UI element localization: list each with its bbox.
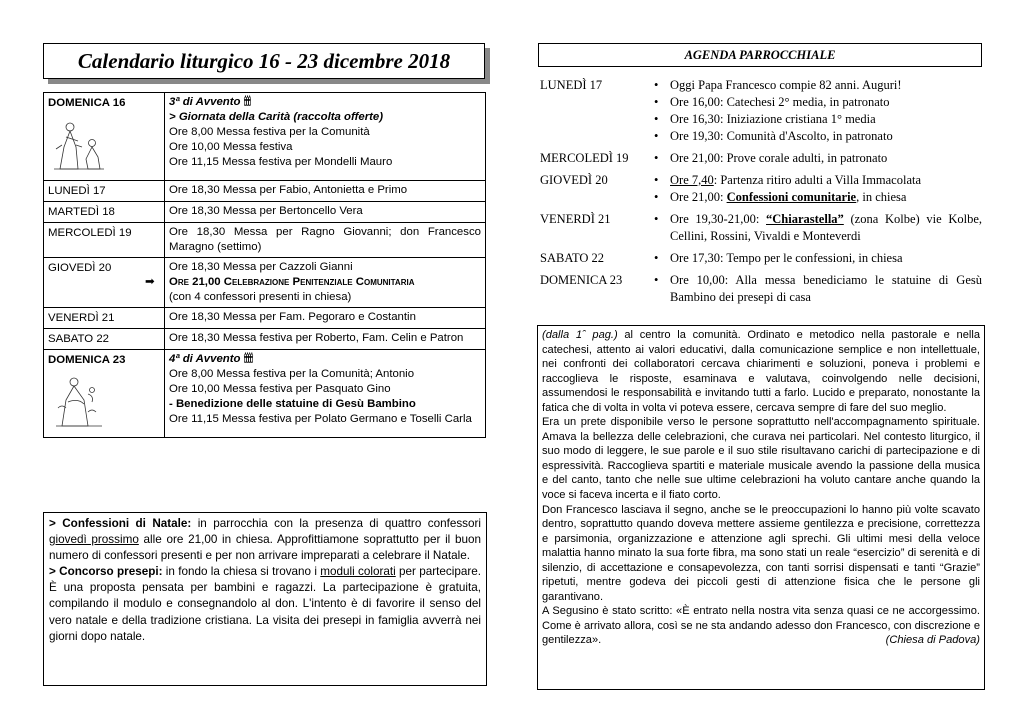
agenda-items (652, 211, 982, 245)
agenda-row (540, 172, 982, 206)
agenda-list (540, 77, 982, 311)
agenda-heading (538, 43, 982, 67)
illustration-nativity-icon (48, 372, 108, 430)
day-cell: LUNEDÌ 17 (44, 181, 165, 202)
agenda-items (652, 250, 982, 267)
calendar-title (43, 43, 485, 79)
agenda-items (652, 77, 982, 145)
calendar-title-text: Calendario liturgico 16 - 23 dicembre 2018 (77, 48, 451, 73)
obituary-paragraph: (dalla 1ˆ pag.) al centro la comunità. Ordinato e metodico nella pastorale e nella catechesi, attento ai valori educativi, dalla comunicazione semplice e non intellettuale, nei confronti dei collaboratori cercava chiarimenti e soluzioni, poneva i problemi e raccoglieva le risposte, esaminava e valutava, coinvolgendo nelle decisioni, assumendosi le responsabilità e invitando tutti a farlo. Lucido e preparato, nonostante la fatica che di volta in volta vi poteva essere, cercava sempre di fare del suo meglio. (542, 329, 980, 414)
penitential-celebration: ➡ Ore 21,00 Celebrazione Penitenziale Comunitaria (145, 276, 415, 288)
notes-box (43, 512, 487, 686)
confessioni-paragraph: > Confessioni di Natale: in parrocchia con la presenza di quattro confessori giovedì prossimo alle ore 21,00 in chiesa. Approfittiamone soprattutto per il buon numero di confessori presenti e per non arrivare impreparati a celebrare il Natale. (49, 517, 481, 563)
day-cell: MERCOLEDÌ 19 (44, 223, 165, 258)
day-content: Ore 18,30 Messa festiva per Roberto, Fam. Celin e Patron (165, 329, 486, 350)
table-row (44, 329, 486, 350)
day-content (165, 350, 486, 438)
mass-line: Ore 11,15 Messa festiva per Mondelli Mauro (169, 156, 393, 168)
day-content (145, 258, 486, 308)
agenda-day: VENERDÌ 21 (540, 212, 611, 226)
arrow-right-icon: ➡ (145, 276, 155, 288)
table-row (44, 308, 486, 329)
day-cell: GIOVEDÌ 20 (44, 258, 165, 308)
day-label: DOMENICA 23 (48, 354, 126, 366)
agenda-row (540, 77, 982, 145)
day-cell: MARTEDÌ 18 (44, 202, 165, 223)
day-cell: VENERDÌ 21 (44, 308, 165, 329)
day-content (165, 93, 486, 181)
agenda-row (540, 250, 982, 267)
mass-line: Ore 10,00 Messa festiva per Pasquato Gino (169, 383, 391, 395)
day-content: Ore 18,30 Messa per Ragno Giovanni; don Francesco Maragno (settimo) (165, 223, 486, 258)
table-row (44, 93, 486, 181)
mass-line: Ore 18,30 Messa per Cazzoli Gianni (169, 261, 353, 273)
advent-candles-icon: 🕯🕯🕯🕯 (243, 353, 253, 365)
day-content: Ore 18,30 Messa per Fam. Pegoraro e Costantin (165, 308, 486, 329)
day-cell (44, 350, 165, 438)
mass-line: Ore 11,15 Messa festiva per Polato Germano e Toselli Carla (169, 413, 472, 425)
agenda-row (540, 150, 982, 167)
giornata-carita: > Giornata della Carità (raccolta offerte) (169, 111, 384, 123)
penitential-note: (con 4 confessori presenti in chiesa) (169, 291, 352, 303)
table-row (44, 223, 486, 258)
agenda-item: • Ore 19,30-21,00: “Chiarastella” (zona Kolbe) vie Kolbe, Cellini, Rossini, Vivaldi e Monteverdi (652, 211, 982, 245)
table-row (44, 202, 486, 223)
agenda-items (652, 272, 982, 306)
obituary-paragraph: Don Francesco lasciava il segno, anche se le preoccupazioni lo hanno più volte scavato dentro, soprattutto quando doveva mettere assieme gentilezza e precisione, correttezza e parsimonia, organizzazione e attenzione agli sprechi. Gli ultimi mesi della veloce malattia hanno minato la sua forte fibra, ma sono stati un reale “esercizio” di serenità e di silenzio, di accettazione e consapevolezza, con tanti sorrisi dispensati e tanti “Grazie” ripetuti, mentre godeva dei piccoli gesti di attenzione fisica che le persone gli garantivano. (542, 503, 980, 603)
day-cell (44, 93, 165, 181)
mass-line: Ore 10,00 Messa festiva (169, 141, 293, 153)
obituary-paragraph: A Segusino è stato scritto: «È entrato nella nostra vita senza quasi ce ne accorgessimo. Come è arrivato allora, così se ne sta andando adesso don Francesco, con discrezione e gentilezza». (Chiesa di Padova) (542, 605, 980, 647)
agenda-day: DOMENICA 23 (540, 273, 623, 287)
advent-label: 3ª di Avvento 🕯🕯🕯 (169, 96, 251, 108)
agenda-row (540, 272, 982, 306)
benediction-line: - Benedizione delle statuine di Gesù Bambino (169, 398, 416, 410)
day-content: Ore 18,30 Messa per Bertoncello Vera (165, 202, 486, 223)
table-row (44, 181, 486, 202)
agenda-items (652, 172, 982, 206)
agenda-items (652, 150, 982, 167)
agenda-row (540, 211, 982, 245)
agenda-day: MERCOLEDÌ 19 (540, 151, 629, 165)
day-content: Ore 18,30 Messa per Fabio, Antonietta e Primo (165, 181, 486, 202)
agenda-day: GIOVEDÌ 20 (540, 173, 608, 187)
day-cell: SABATO 22 (44, 329, 165, 350)
obituary-box (537, 325, 985, 690)
agenda-item: • Oggi Papa Francesco compie 82 anni. Auguri! (652, 77, 982, 94)
presepi-paragraph: > Concorso presepi: in fondo la chiesa si trovano i moduli colorati per partecipare. È una proposta pensata per bambini e ragazzi. La partecipazione è gratuita, compilando il modulo e consegnandolo al don. L'intento è di favorire il senso del vero natale e della tradizione cristiana. La visita dei presepi in famiglia avverrà nei giorni dopo natale. (49, 565, 481, 643)
obituary-signature: (Chiesa di Padova) (885, 634, 980, 647)
mass-line: Ore 8,00 Messa festiva per la Comunità (169, 126, 370, 138)
advent-candles-icon: 🕯🕯🕯 (243, 96, 251, 108)
liturgical-calendar-table (43, 92, 486, 438)
mass-line: Ore 8,00 Messa festiva per la Comunità; Antonio (169, 368, 415, 380)
agenda-item: • Ore 7,40: Partenza ritiro adulti a Villa Immacolata (652, 172, 982, 189)
table-row (44, 258, 486, 308)
agenda-day: LUNEDÌ 17 (540, 78, 603, 92)
agenda-item: • Ore 17,30: Tempo per le confessioni, in chiesa (652, 250, 982, 267)
obituary-paragraph: Era un prete disponibile verso le persone soprattutto nell'accompagnamento spirituale. Amava la bellezza delle celebrazioni, che curava nei particolari. Nel contesto liturgico, il suo modo di leggere, le sue parole e il suo stile risultavano carichi di partecipazione e di espressività. Raccoglieva spartiti e materiale musicale avendo la passione della musica e del canto, tanto che nelle sue ultime celebrazioni ha voluto cantare anche quando la voce si faceva incerta e il fiato corto. (542, 416, 980, 502)
day-label: DOMENICA 16 (48, 97, 126, 109)
agenda-item: • Ore 16,30: Iniziazione cristiana 1° media (652, 111, 982, 128)
agenda-item: • Ore 19,30: Comunità d'Ascolto, in patronato (652, 128, 982, 145)
agenda-item: • Ore 16,00: Catechesi 2° media, in patronato (652, 94, 982, 111)
agenda-item: • Ore 21,00: Prove corale adulti, in patronato (652, 150, 982, 167)
agenda-day: SABATO 22 (540, 251, 605, 265)
agenda-heading-text: AGENDA PARROCCHIALE (684, 47, 836, 62)
advent-label: 4ª di Avvento 🕯🕯🕯🕯 (169, 353, 253, 365)
agenda-item: • Ore 21,00: Confessioni comunitarie, in chiesa (652, 189, 982, 206)
agenda-item: • Ore 10,00: Alla messa benediciamo le statuine di Gesù Bambino dei presepi di casa (652, 272, 982, 306)
table-row (44, 350, 486, 438)
illustration-figures-icon (48, 115, 108, 173)
